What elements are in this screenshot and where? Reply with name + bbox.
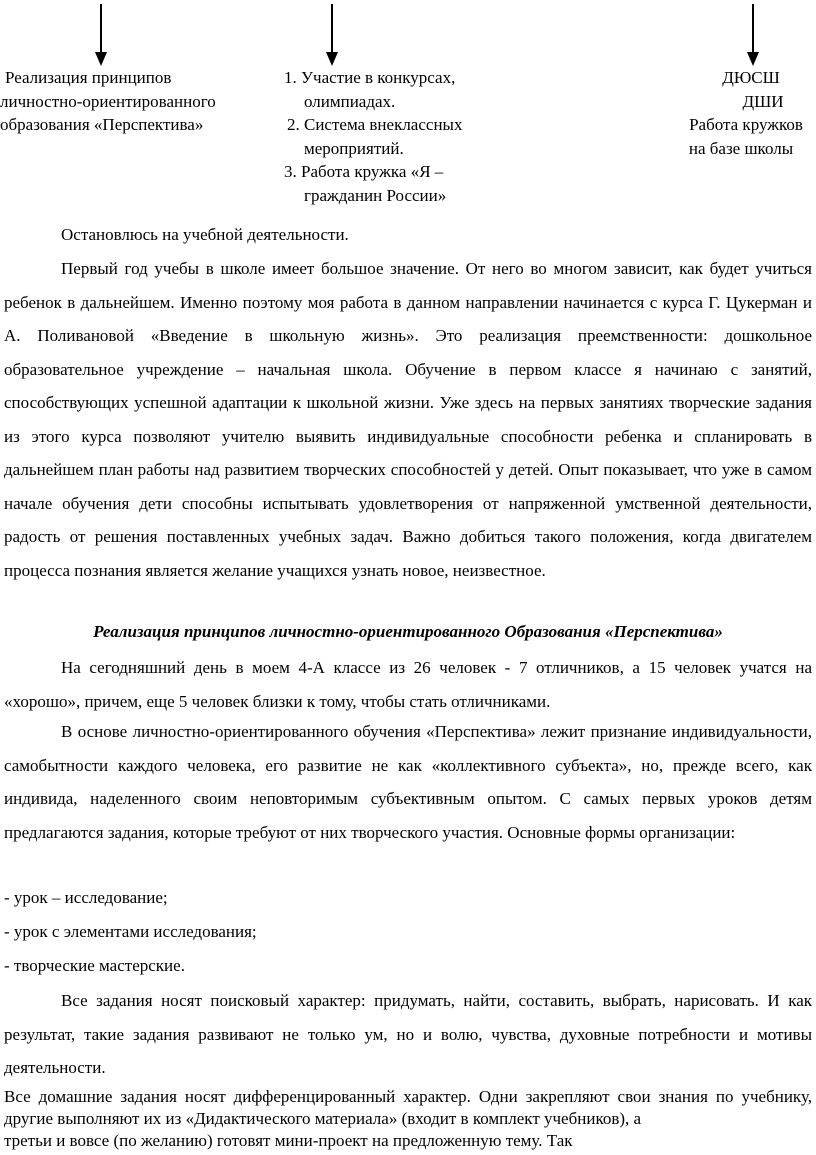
paragraph: В основе личностно-ориентированного обучения «Перспектива» лежит признание индивидуальности, самобытности каждого человека, его развитие не как «коллективного субъекта», но, прежде всего, как индивида, наделенного своим неповторимым субъективным опытом. С самых первых уроков детям предлагаются задания, которые требуют от них творческого участия. Основные формы организации: (4, 722, 812, 842)
diagram-item (284, 160, 462, 184)
item-number: 1. (284, 68, 297, 87)
arrow-down-icon (746, 4, 760, 66)
diagram-left-line: образования «Перспектива» (0, 115, 204, 134)
item-text: мероприятий. (304, 138, 404, 158)
paragraph: Все задания носят поисковый характер: придумать, найти, составить, выбрать, нарисовать. И как результат, такие задания развивают не только ум, но и волю, чувства, духовные потребности и мотивы деятельности. (4, 991, 812, 1077)
item-text: гражданин России» (304, 185, 447, 205)
paragraph: Первый год учебы в школе имеет большое значение. От него во многом зависит, как будет учиться ребенок в дальнейшем. Именно поэтому моя работа в данном направлении начинается с курса Г. Цукерман и А. Поливановой «Введение в школьную жизнь». Это реализация преемственности: дошкольное образовательное учреждение – начальная школа. Обучение в первом классе я начинаю с занятий, способствующих успешной адаптации к школьной жизни. Уже здесь на первых занятиях творческие задания из этого курса позволяют учителю выявить индивидуальные способности ребенка и спланировать в дальнейшем план работы над развитием творческих способностей у детей. Опыт показывает, что уже в самом начале обучения дети способны испытывать удовлетворения от напряженной умственной деятельности, радость от решения поставленных учебных задач. Важно добиться такого положения, когда двигателем процесса познания является желание учащихся узнать новое, неизвестное. (4, 259, 812, 580)
arrow-down-icon (325, 4, 339, 66)
paragraph: Все домашние задания носят дифференцированный характер. Одни закрепляют свои знания по учебнику, другие выполняют их из «Дидактического материала» (входит в комплект учебников), а (4, 1087, 812, 1128)
item-text: олимпиадах. (304, 91, 396, 111)
item-number: 3. (284, 162, 297, 181)
item-text: Участие в конкурсах, (301, 68, 456, 87)
section-heading: Реализация принципов личностно-ориентированного Образования «Перспектива» (93, 622, 723, 641)
paragraph: На сегодняшний день в моем 4-А классе из 26 человек - 7 отличников, а 15 человек учатся на «хорошо», причем, еще 5 человек близки к тому, чтобы стать отличниками. (4, 658, 812, 711)
diagram-right-line: на базе школы (688, 138, 794, 158)
diagram-left-line: Реализация принципов (5, 68, 172, 87)
item-text: Система внеклассных (304, 115, 463, 134)
diagram-middle-column (284, 66, 462, 207)
item-text: Работа кружка «Я – (301, 162, 444, 181)
list-item: - урок с элементами исследования; (4, 922, 257, 941)
diagram-item (284, 113, 462, 137)
diagram-right-column (676, 66, 816, 160)
list-item: - творческие мастерские. (4, 956, 185, 975)
diagram-left-column (0, 66, 216, 137)
paragraph: Остановлюсь на учебной деятельности. (61, 225, 349, 244)
list-item: - урок – исследование; (4, 888, 168, 907)
paragraph: третьи и вовсе (по желанию) готовят мини-проект на предложенную тему. Так (4, 1131, 573, 1150)
diagram-right-line: Работа кружков (689, 115, 803, 134)
diagram-left-line: личностно-ориентированного (0, 91, 216, 111)
arrow-down-icon (94, 4, 108, 66)
diagram-right-line: ДШИ (742, 91, 784, 111)
diagram-item (284, 66, 462, 90)
item-number: 2. (287, 115, 300, 134)
diagram-right-line: ДЮСШ (722, 68, 780, 87)
